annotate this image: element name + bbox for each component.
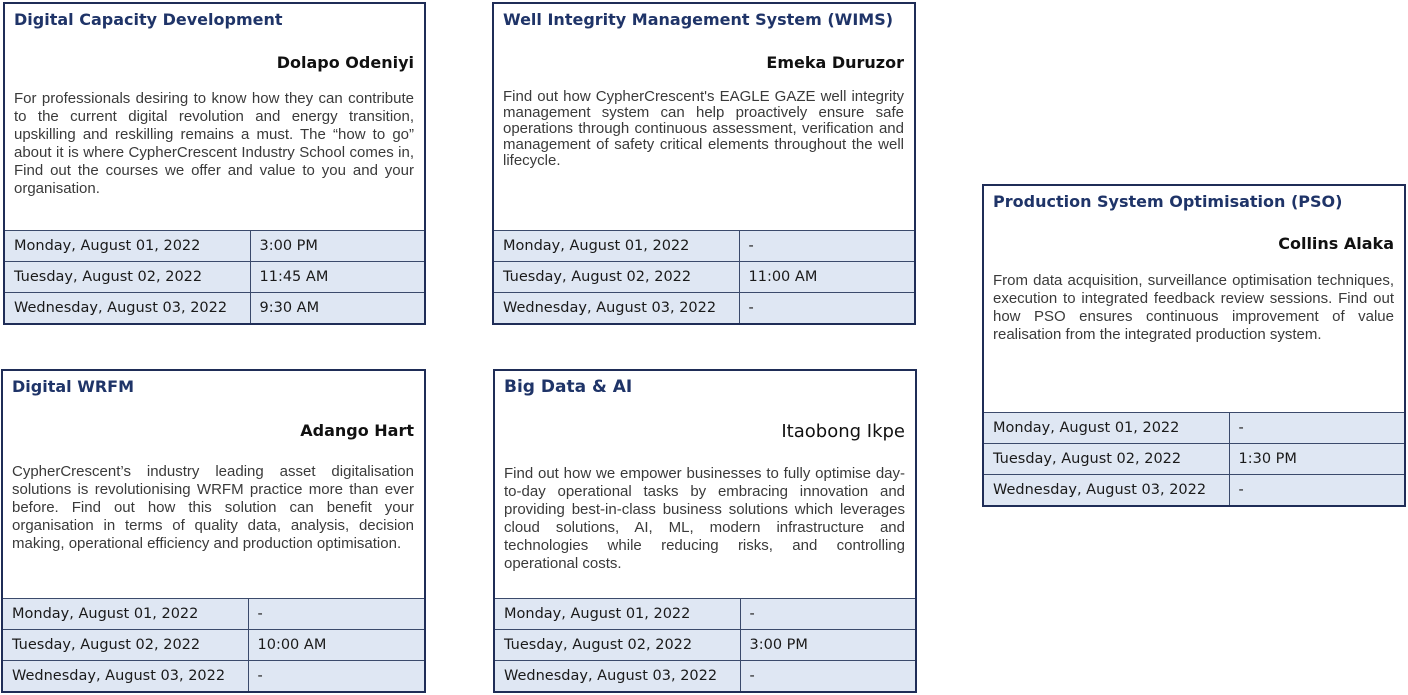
schedule-table — [495, 598, 915, 692]
schedule-time: 9:30 AM — [250, 292, 424, 323]
schedule-day: Tuesday, August 02, 2022 — [5, 261, 250, 292]
session-title: Well Integrity Management System (WIMS) — [503, 10, 894, 29]
table-row — [495, 660, 915, 691]
table-row — [494, 261, 914, 292]
schedule-day: Tuesday, August 02, 2022 — [494, 261, 739, 292]
schedule-time: - — [739, 292, 914, 323]
presenter-name: Adango Hart — [300, 421, 414, 440]
schedule-time: - — [248, 598, 424, 629]
schedule-day: Tuesday, August 02, 2022 — [984, 443, 1229, 474]
schedule-day: Monday, August 01, 2022 — [495, 598, 740, 629]
presenter-name: Emeka Duruzor — [766, 53, 904, 72]
schedule-day: Tuesday, August 02, 2022 — [3, 629, 248, 660]
schedule-time: - — [248, 660, 424, 691]
schedule-time: - — [1229, 412, 1404, 443]
session-card-digital-wrfm — [1, 369, 426, 693]
schedule-time: 3:00 PM — [250, 230, 424, 261]
schedule-day: Wednesday, August 03, 2022 — [984, 474, 1229, 505]
session-title: Digital Capacity Development — [14, 10, 283, 29]
schedule-day: Wednesday, August 03, 2022 — [495, 660, 740, 691]
session-title: Production System Optimisation (PSO) — [993, 192, 1343, 211]
session-card-wims — [492, 2, 916, 325]
session-card-pso — [982, 184, 1406, 507]
schedule-day: Monday, August 01, 2022 — [494, 230, 739, 261]
schedule-time: 11:45 AM — [250, 261, 424, 292]
schedule-table — [3, 598, 424, 692]
table-row — [495, 629, 915, 660]
schedule-day: Monday, August 01, 2022 — [5, 230, 250, 261]
table-row — [5, 230, 424, 261]
table-row — [984, 412, 1404, 443]
session-description: From data acquisition, surveillance optimisation techniques, execution to integrated feedback review sessions. Find out how PSO ensures continuous improvement of value realisation from the integrated production system. — [993, 272, 1394, 343]
table-row — [3, 629, 424, 660]
table-row — [495, 598, 915, 629]
schedule-day: Wednesday, August 03, 2022 — [3, 660, 248, 691]
session-description: For professionals desiring to know how they can contribute to the current digital revolution and energy transition, upskilling and reskilling remains a must. The “how to go” about it is where CypherCrescent Industry School comes in, Find out the courses we offer and value to you and your organisation. — [14, 90, 414, 197]
table-row — [3, 660, 424, 691]
schedule-time: - — [1229, 474, 1404, 505]
schedule-time: - — [739, 230, 914, 261]
table-row — [5, 292, 424, 323]
presenter-name: Dolapo Odeniyi — [276, 53, 414, 72]
table-row — [984, 443, 1404, 474]
presenter-name: Collins Alaka — [1278, 234, 1394, 253]
schedule-day: Wednesday, August 03, 2022 — [5, 292, 250, 323]
schedule-time: 1:30 PM — [1229, 443, 1404, 474]
table-row — [494, 230, 914, 261]
session-description: Find out how we empower businesses to fully optimise day-to-day operational tasks by embracing innovation and providing best-in-class business solutions which leverages cloud solutions, AI, ML, modern infrastructure and technologies while reducing risks, and controlling operational costs. — [504, 465, 905, 572]
schedule-time: - — [740, 660, 915, 691]
schedule-day: Wednesday, August 03, 2022 — [494, 292, 739, 323]
session-card-big-data-ai — [493, 369, 917, 693]
session-title: Big Data & AI — [504, 377, 633, 397]
schedule-table — [984, 412, 1404, 506]
table-row — [3, 598, 424, 629]
schedule-table — [494, 230, 914, 324]
schedule-day: Tuesday, August 02, 2022 — [495, 629, 740, 660]
table-row — [494, 292, 914, 323]
session-title: Digital WRFM — [12, 377, 135, 396]
schedule-day: Monday, August 01, 2022 — [984, 412, 1229, 443]
session-description: CypherCrescent’s industry leading asset digitalisation solutions is revolutionising WRFM practice more than ever before. Find out how this solution can benefit your organisation in terms of quality data, analysis, decision making, operational efficiency and production optimisation. — [12, 463, 414, 552]
presenter-name: Itaobong Ikpe — [781, 421, 905, 442]
schedule-table — [5, 230, 424, 324]
schedule-day: Monday, August 01, 2022 — [3, 598, 248, 629]
table-row — [5, 261, 424, 292]
schedule-time: - — [740, 598, 915, 629]
schedule-time: 3:00 PM — [740, 629, 915, 660]
schedule-time: 10:00 AM — [248, 629, 424, 660]
schedule-time: 11:00 AM — [739, 261, 914, 292]
session-description: Find out how CypherCrescent's EAGLE GAZE well integrity management system can help proactively ensure safe operations through continuous assessment, verification and management of safety critical elements throughout the well lifecycle. — [503, 88, 904, 169]
session-card-digital-capacity — [3, 2, 426, 325]
table-row — [984, 474, 1404, 505]
